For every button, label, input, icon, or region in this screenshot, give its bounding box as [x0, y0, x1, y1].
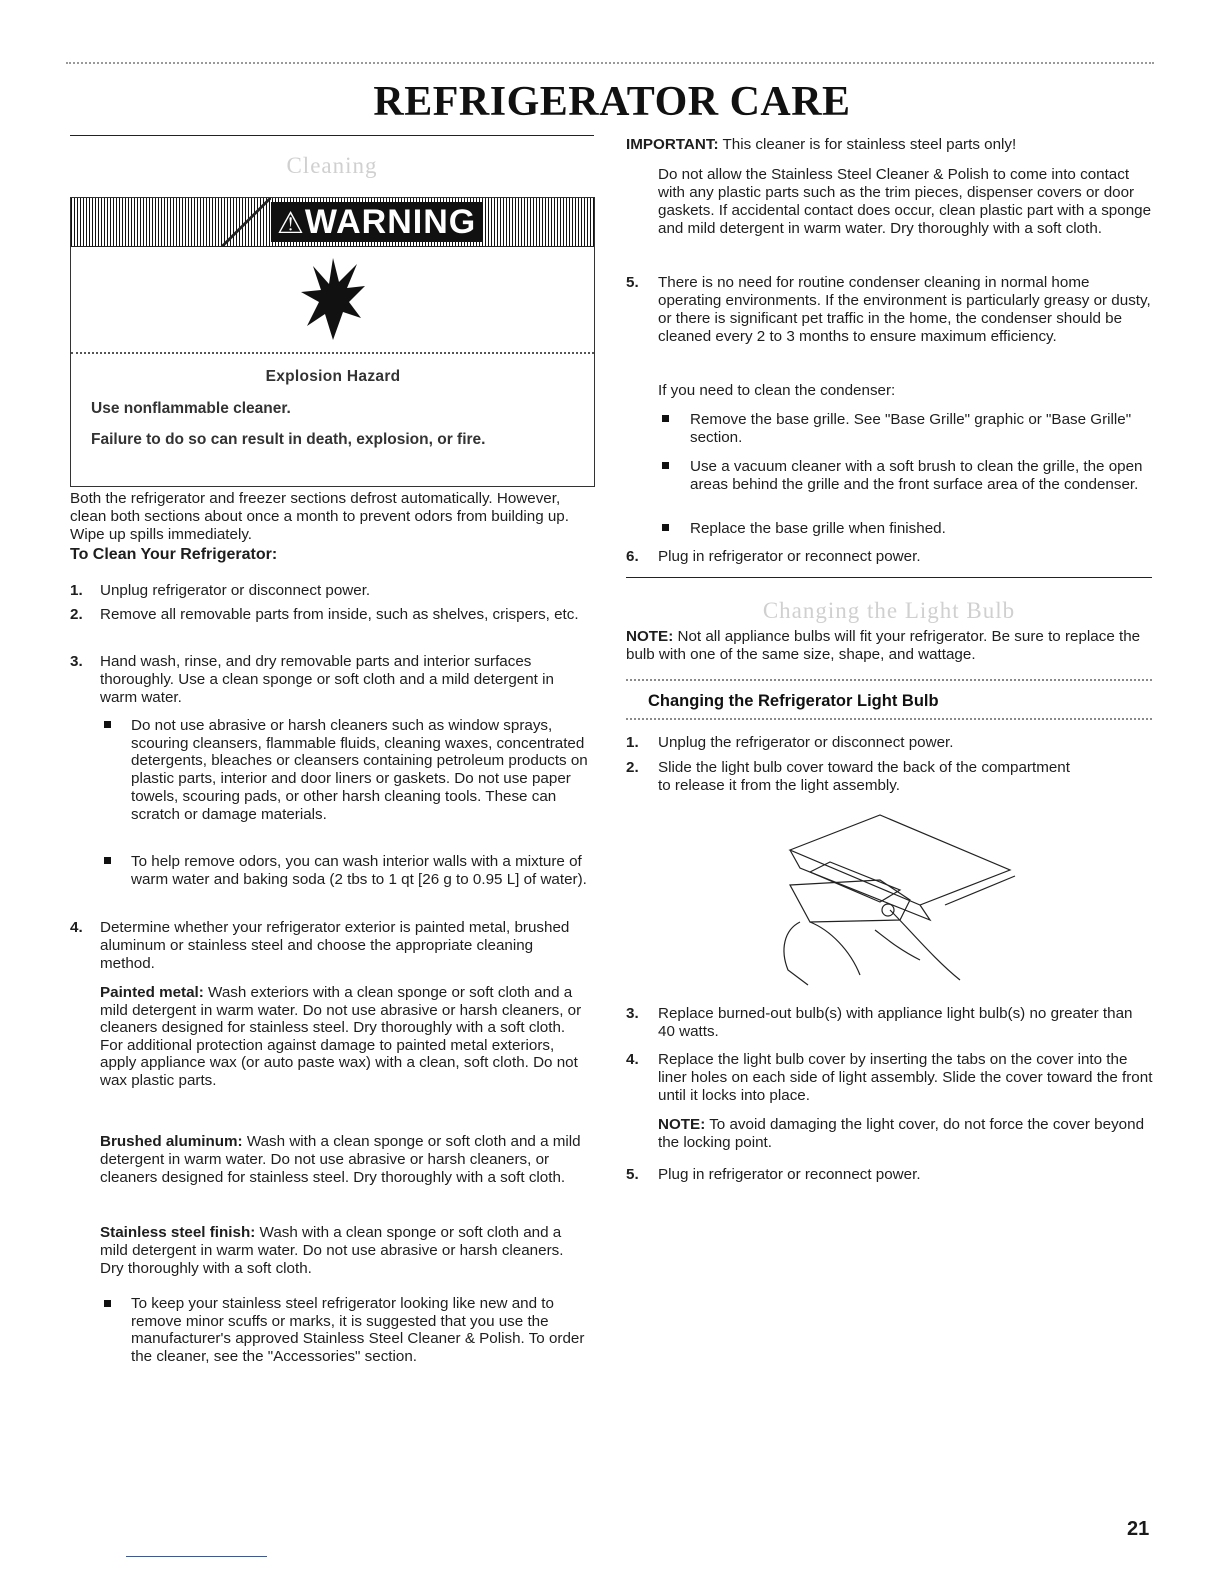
warning-header	[71, 198, 594, 247]
clean-step-5: There is no need for routine condenser cleaning in normal home operating environments. If the environment is particularly greasy or dusty, or there is significant pet traffic in the home, the condenser should be cleaned every 2 to 3 months to ensure maximum efficiency.	[658, 274, 1151, 345]
bulb-step-4: Replace the light bulb cover by inserting the tabs on the cover into the liner holes on each side of light assembly. Slide the cover toward the front until it locks into place.	[658, 1051, 1153, 1104]
bullet-icon	[104, 721, 111, 728]
clean-step-4: Determine whether your refrigerator exterior is painted metal, brushed aluminum or stainless steel and choose the appropriate cleaning method.	[100, 919, 570, 972]
important-text: IMPORTANT: This cleaner is for stainless steel parts only!	[626, 136, 1017, 153]
page-title: REFRIGERATOR CARE	[373, 79, 851, 125]
bulb-subheading: Changing the Refrigerator Light Bulb	[648, 692, 939, 710]
bullet-icon	[104, 1300, 111, 1307]
footer-line	[126, 1556, 267, 1557]
bullet-icon	[662, 415, 669, 422]
step-number: 3.	[626, 1005, 639, 1022]
step-number: 4.	[70, 919, 83, 936]
explosion-icon	[301, 258, 365, 344]
clean-step-6: Plug in refrigerator or reconnect power.	[658, 548, 921, 565]
painted-metal-text: Painted metal: Wash exteriors with a clean sponge or soft cloth and a mild detergent in warm water. Do not use abrasive or harsh cleaners, or cleaners designed for stainless steel. Dry thoroughly with a soft cloth. For additional protection against damage to painted metal exteriors, apply appliance wax (or auto paste wax) with a clean, soft cloth. Do not wax plastic parts.	[100, 984, 582, 1089]
bulb-step-3: Replace burned-out bulb(s) with appliance light bulb(s) no greater than 40 watts.	[658, 1005, 1133, 1040]
light-bulb-heading: Changing the Light Bulb	[762, 598, 1016, 623]
condenser-bullet-2: Use a vacuum cleaner with a soft brush to clean the grille, the open areas behind the grille and the front surface area of the condenser.	[690, 458, 1143, 493]
bulb-note: NOTE: Not all appliance bulbs will fit your refrigerator. Be sure to replace the bulb with one of the same size, shape, and wattage.	[626, 628, 1141, 663]
step-number: 4.	[626, 1051, 639, 1068]
bullet-icon	[662, 462, 669, 469]
cleaning-heading: Cleaning	[286, 153, 378, 178]
section-rule	[70, 135, 594, 136]
dotted-rule	[626, 679, 1152, 681]
top-dotted-rule	[66, 62, 1154, 64]
bulb-step-5: Plug in refrigerator or reconnect power.	[658, 1166, 921, 1183]
clean-step-1: Unplug refrigerator or disconnect power.	[100, 582, 371, 599]
condenser-bullet-1: Remove the base grille. See "Base Grille" graphic or "Base Grille" section.	[690, 411, 1132, 446]
warning-box	[70, 197, 595, 487]
bulb-note-2: NOTE: To avoid damaging the light cover, do not force the cover beyond the locking point.	[658, 1116, 1145, 1151]
contact-text: Do not allow the Stainless Steel Cleaner & Polish to come into contact with any plastic parts such as the trim pieces, dispenser covers or door gaskets. If accidental contact does occur, clean plastic part with a sponge and mild detergent in warm water. Dry thoroughly with a soft cloth.	[658, 166, 1152, 237]
step-number: 5.	[626, 1166, 639, 1183]
warning-hazard: Explosion Hazard	[265, 368, 401, 385]
bulb-step-1: Unplug the refrigerator or disconnect power.	[658, 734, 954, 751]
step-number: 2.	[626, 759, 639, 776]
clean-bullet-1: Do not use abrasive or harsh cleaners such as window sprays, scouring cleansers, flammable fluids, cleaning waxes, concentrated detergents, bleaches or cleansers containing petroleum products on plastic parts, interior and door liners or gaskets. Do not use paper towels, scouring pads, or other harsh cleaning tools. These can scratch or damage materials.	[131, 717, 588, 823]
condenser-intro: If you need to clean the condenser:	[658, 382, 896, 399]
step-number: 5.	[626, 274, 639, 291]
clean-subhead: To Clean Your Refrigerator:	[70, 546, 278, 563]
step-number: 6.	[626, 548, 639, 565]
step-number: 2.	[70, 606, 83, 623]
condenser-bullet-3: Replace the base grille when finished.	[690, 520, 946, 537]
step-number: 3.	[70, 653, 83, 670]
section-rule	[626, 577, 1152, 578]
clean-bullet-2: To help remove odors, you can wash interior walls with a mixture of warm water and baking soda (2 tbs to 1 qt [26 g to 0.95 L] of water).	[131, 853, 587, 888]
clean-bullet-3: To keep your stainless steel refrigerator looking like new and to remove minor scuffs or marks, it is suggested that you use the manufacturer's approved Stainless Steel Cleaner & Polish. To order the cleaner, see the "Accessories" section.	[131, 1295, 585, 1365]
clean-step-2: Remove all removable parts from inside, such as shelves, crispers, etc.	[100, 606, 579, 623]
brushed-aluminum-text: Brushed aluminum: Wash with a clean sponge or soft cloth and a mild detergent in warm water. Do not use abrasive or harsh cleaners, or cleaners designed for stainless steel. Dry thoroughly with a soft cloth.	[100, 1133, 581, 1186]
bullet-icon	[662, 524, 669, 531]
stainless-steel-text: Stainless steel finish: Wash with a clean sponge or soft cloth and a mild detergent in warm water. Do not use abrasive or harsh cleaners. Dry thoroughly with a soft cloth.	[100, 1224, 564, 1277]
bulb-step-2: Slide the light bulb cover toward the back of the compartment to release it from the light assembly.	[658, 759, 1070, 794]
warning-label: ⚠WARNING	[271, 202, 482, 242]
page-number: 21	[1127, 1518, 1150, 1540]
cleaning-intro: Both the refrigerator and freezer sections defrost automatically. However, clean both sections about once a month to prevent odors from building up. Wipe up spills immediately.	[70, 490, 569, 543]
step-number: 1.	[626, 734, 639, 751]
warning-line: Failure to do so can result in death, explosion, or fire.	[91, 431, 486, 448]
step-number: 1.	[70, 582, 83, 599]
light-cover-illustration	[770, 810, 1020, 990]
dotted-rule	[626, 718, 1152, 720]
warning-triangle-icon: ⚠	[277, 207, 305, 240]
bullet-icon	[104, 857, 111, 864]
warning-line: Use nonflammable cleaner.	[91, 400, 291, 417]
clean-step-3: Hand wash, rinse, and dry removable parts and interior surfaces thoroughly. Use a clean sponge or soft cloth and a mild detergent in warm water.	[100, 653, 554, 706]
